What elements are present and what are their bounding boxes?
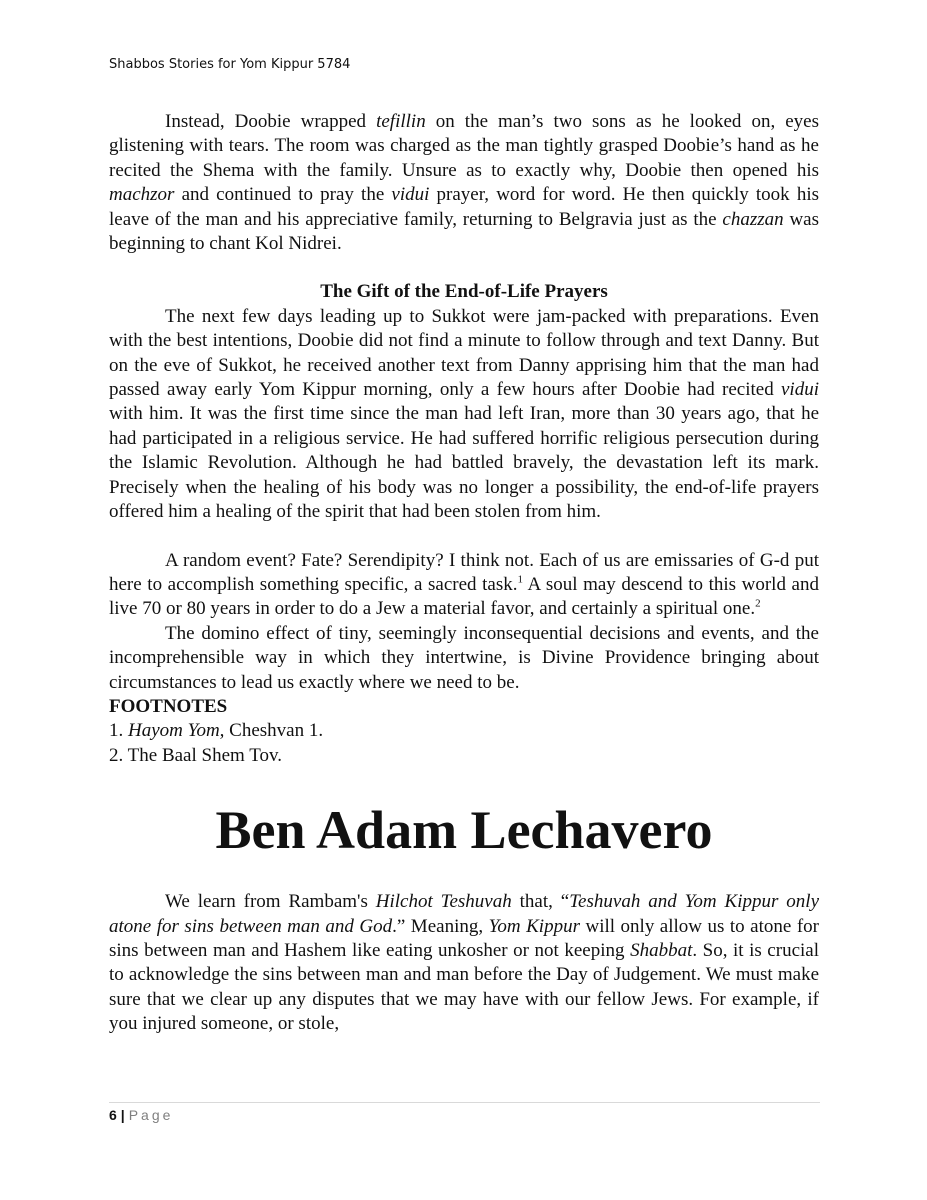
paragraph-divine-providence: The domino effect of tiny, seemingly inconsequential decisions and events, and the incomprehensible way in which they intertwine, is Divine Providence bringing about circumstances to lead us exactly where we need to be. bbox=[109, 622, 819, 693]
paragraph-end-of-life bbox=[109, 305, 819, 525]
text-run: was beginning to chant Kol Nidrei. bbox=[109, 208, 819, 255]
italic-run: Teshuvah and Yom Kippur only atone for sins between man and God bbox=[109, 891, 820, 937]
text-run: on the man’s two sons as he looked on, eyes glistening with tears. The room was charged as the man tightly grasped Doobie’s hand as he recited the Shema with the family. Unsure as to exactly why, Doobie then opened his bbox=[109, 111, 819, 181]
text-run: A soul may descend to this world and live 70 or 80 years in order to do a Jew a material favor, and certainly a spiritual one. bbox=[109, 573, 819, 620]
footnote-1 bbox=[109, 719, 819, 743]
page-number: 6 bbox=[109, 1107, 117, 1123]
italic-run: machzor bbox=[109, 184, 175, 206]
text-run: We learn from Rambam's bbox=[165, 891, 376, 913]
footnote-number: 1. bbox=[109, 720, 128, 742]
italic-run: Yom Kippur bbox=[488, 915, 580, 937]
page-content bbox=[109, 110, 819, 1037]
running-header: Shabbos Stories for Yom Kippur 5784 bbox=[109, 57, 351, 72]
text-run: and continued to pray the bbox=[174, 184, 392, 206]
text-run: Instead, Doobie wrapped bbox=[165, 111, 377, 132]
italic-run: vidui bbox=[391, 184, 430, 206]
italic-run: chazzan bbox=[722, 208, 784, 230]
text-run: .” Meaning, bbox=[392, 915, 489, 937]
italic-run: vidui bbox=[781, 379, 819, 401]
article-title: Ben Adam Lechavero bbox=[215, 800, 713, 861]
page-label: Page bbox=[128, 1107, 174, 1123]
text-run: The next few days leading up to Sukkot were jam-packed with preparations. Even with the best intentions, Doobie did not find a minute to follow through and text Danny. But on the eve of Sukkot, he received another text from Danny apprising him that the man had passed away early Yom Kippur morning, only a few hours after Doobie had recited bbox=[109, 305, 819, 401]
footnote-2: 2. The Baal Shem Tov. bbox=[109, 744, 282, 766]
italic-run: Hayom Yom, bbox=[128, 720, 225, 742]
footnote-ref-1[interactable]: 1 bbox=[517, 573, 523, 586]
text-run: Cheshvan 1. bbox=[224, 720, 324, 742]
footer-separator: | bbox=[120, 1107, 125, 1123]
text-run: prayer, word for word. He then quickly took his leave of the man and his appreciative family, returning to Belgravia just as the bbox=[109, 184, 819, 230]
text-run: with him. It was the first time since the man had left Iran, more than 30 years ago, that he had participated in a religious service. He had suffered horrific religious persecution during the Islamic Revolution. Although he had battled bravely, the devastation left its mark. Precisely when the healing of his body was no longer a possibility, the end-of-life prayers offered him a healing of the spirit that had been stolen from him. bbox=[109, 403, 819, 523]
italic-run: tefillin bbox=[376, 111, 426, 132]
footnotes-heading: FOOTNOTES bbox=[109, 695, 228, 717]
text-run: . So, it is crucial to acknowledge the sins between man and man before the Day of Judgement. We must make sure that we clear up any disputes that we may have with our fellow Jews. For example, if you injured someone, or stole, bbox=[109, 939, 819, 1035]
paragraph-doobie-tefillin bbox=[109, 110, 819, 256]
italic-run: Shabbat bbox=[630, 939, 693, 961]
section-heading: The Gift of the End-of-Life Prayers bbox=[320, 281, 608, 303]
footer-divider bbox=[109, 1102, 820, 1103]
text-run: that, “ bbox=[511, 891, 570, 913]
footnote-ref-2[interactable]: 2 bbox=[755, 597, 761, 610]
paragraph-emissaries bbox=[109, 549, 819, 622]
text-run: A random event? Fate? Serendipity? I think not. Each of us are emissaries of G-d put here to accomplish something specific, a sacred task. bbox=[109, 549, 819, 595]
paragraph-spacer bbox=[109, 525, 819, 549]
text-run: will only allow us to atone for sins between man and Hashem like eating unkosher or not keeping bbox=[109, 915, 819, 961]
italic-run: Hilchot Teshuvah bbox=[375, 891, 512, 913]
paragraph-rambam bbox=[109, 890, 819, 1036]
page-footer bbox=[109, 1107, 173, 1123]
